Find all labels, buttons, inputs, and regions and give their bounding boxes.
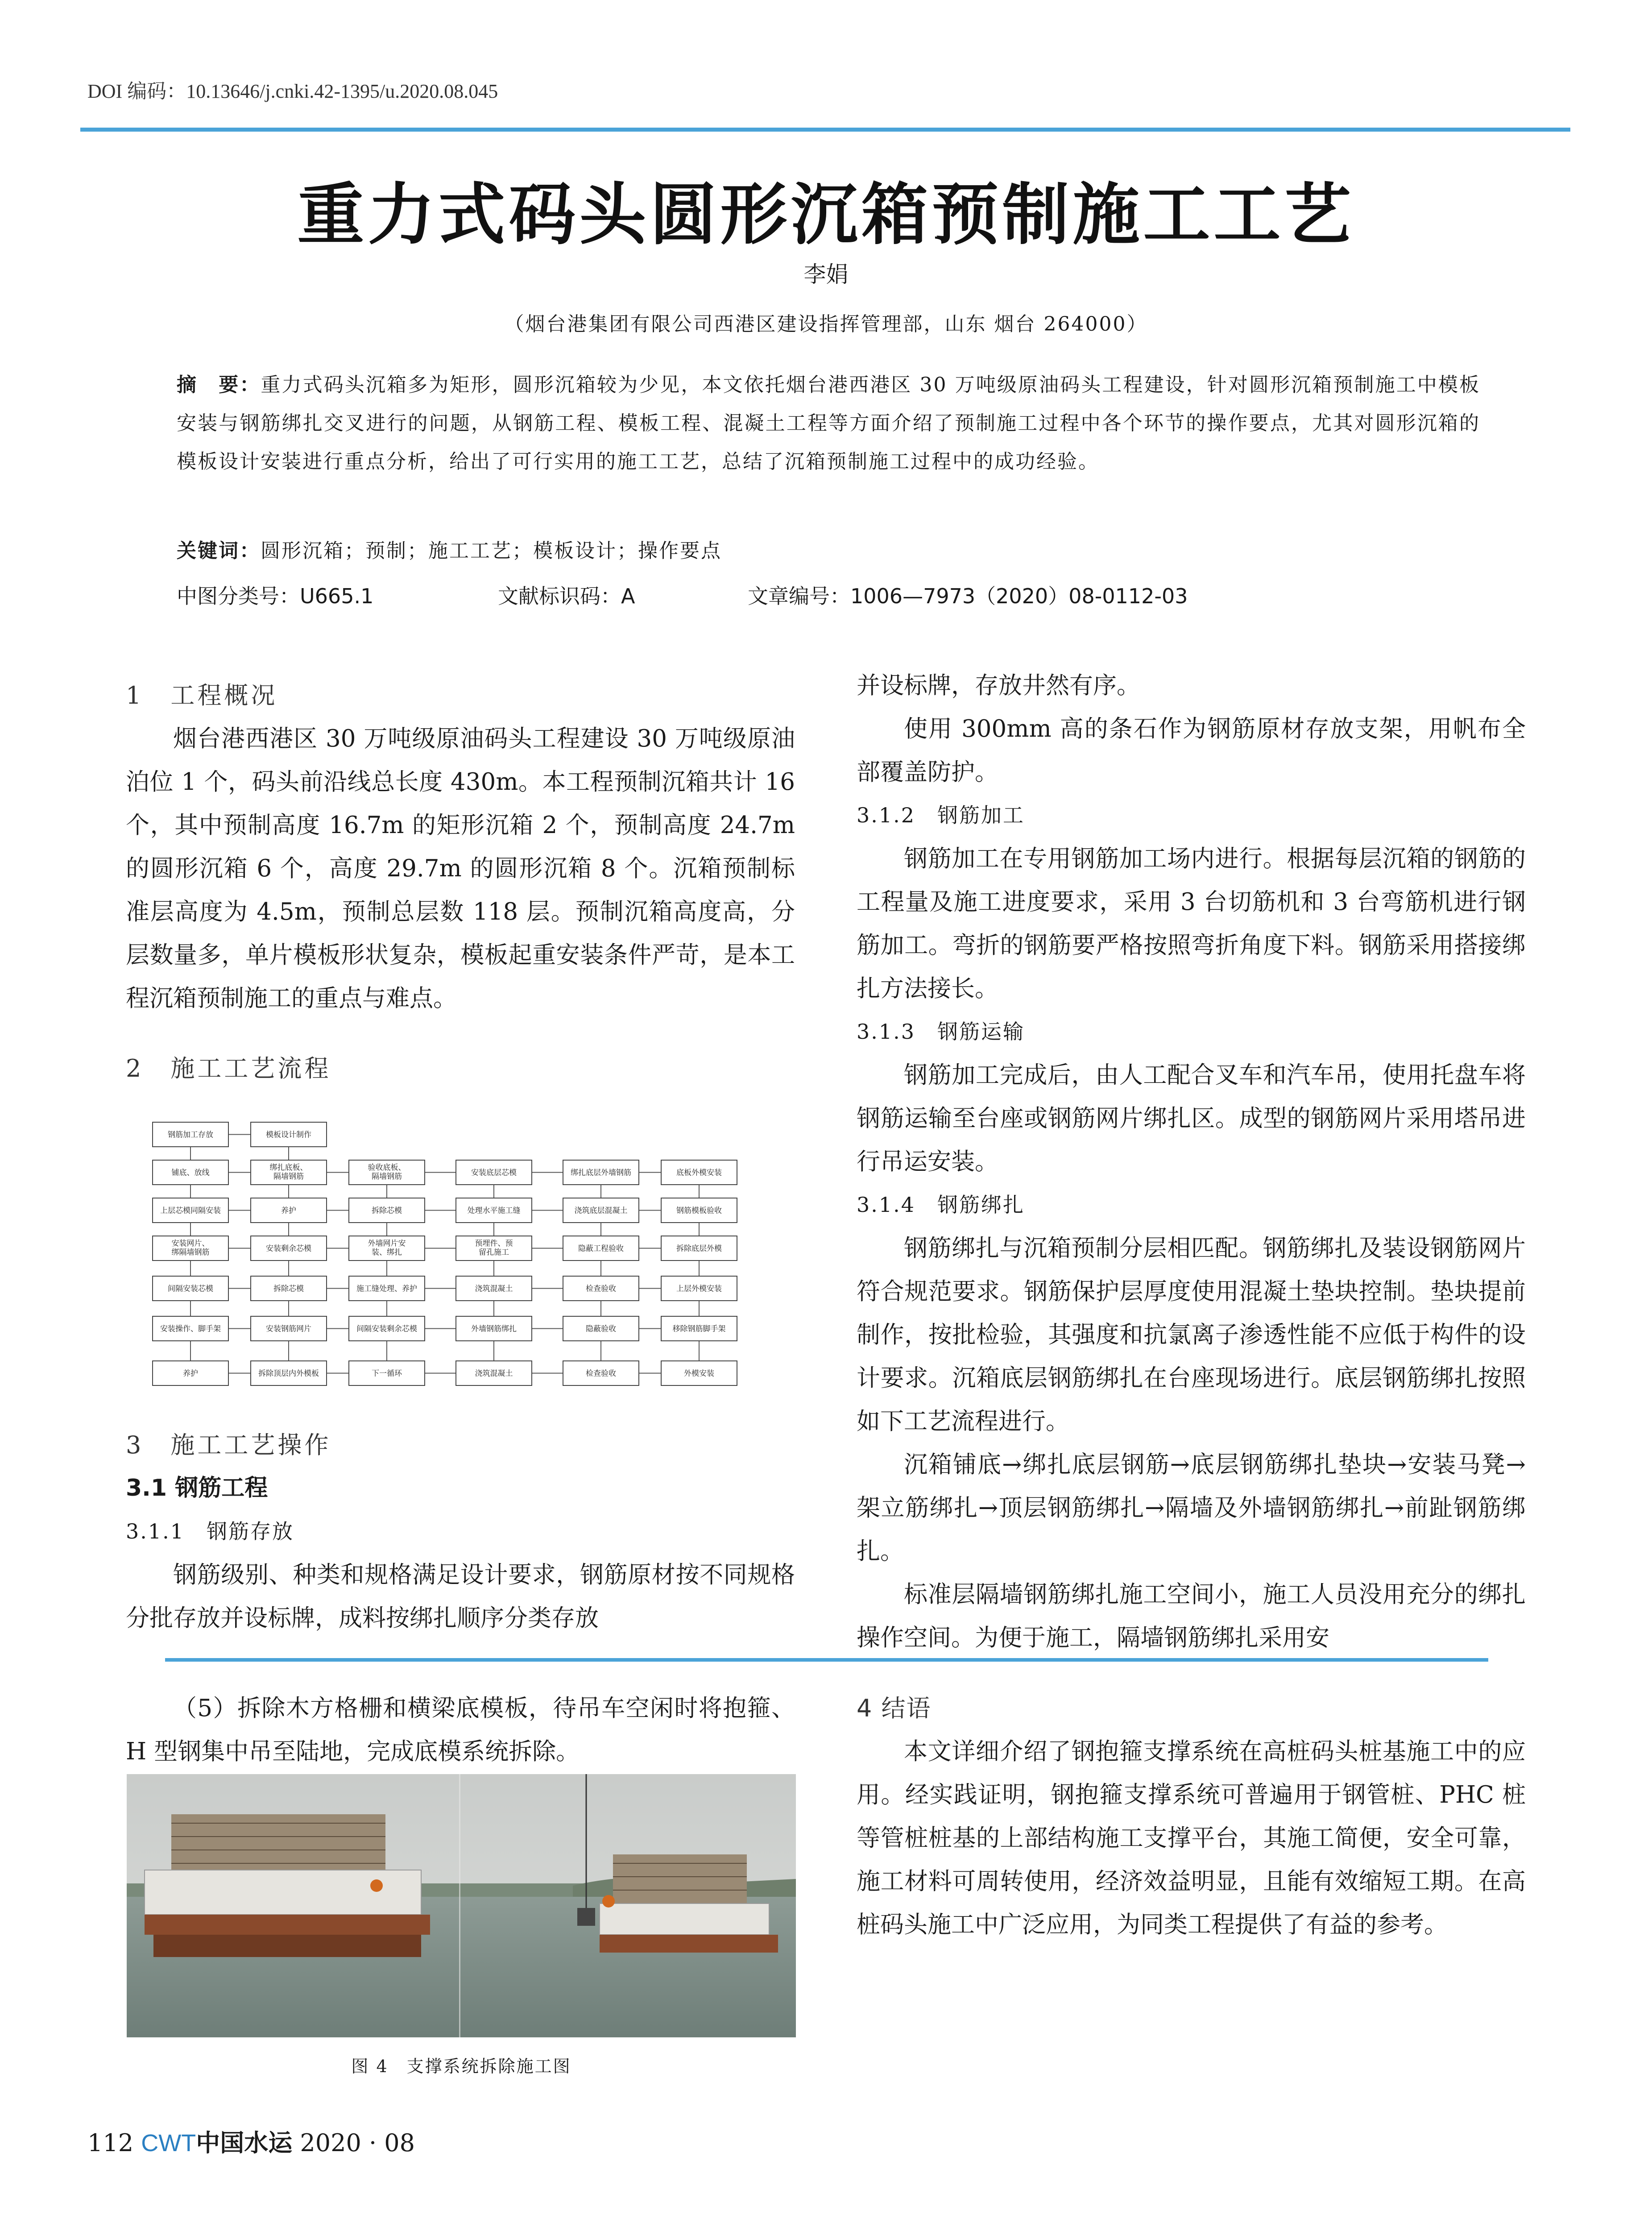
support-removal-photo — [127, 1774, 796, 2037]
header-rule — [80, 128, 1570, 132]
flow-step — [661, 1198, 737, 1223]
flow-step — [563, 1198, 639, 1223]
right-column — [857, 664, 1526, 1659]
flow-step-label: 安装底层芯模 — [471, 1168, 517, 1178]
section-3-1-3-text: 钢筋加工完成后，由人工配合叉车和汽车吊，使用托盘车将钢筋运输至台座或钢筋网片绑扎区。成型的钢筋网片采用塔吊进行吊运安装。 — [857, 1062, 1526, 1175]
flow-step — [251, 1361, 327, 1385]
flow-step-label: 拆除芯模 — [372, 1206, 402, 1215]
flow-step — [153, 1122, 228, 1147]
paragraph-storage-support: 使用 300mm 高的条石作为钢筋原材存放支架，用帆布全部覆盖防护。 — [857, 715, 1526, 786]
flow-step — [153, 1160, 228, 1185]
flow-step-label: 安装操作、脚手架 — [160, 1324, 221, 1334]
flow-step — [456, 1361, 532, 1385]
flow-step — [563, 1316, 639, 1341]
author: 李娟 — [803, 261, 849, 287]
flow-step-label: 处理水平施工缝 — [467, 1206, 521, 1215]
section-3-1-title: 3.1 钢筋工程 — [126, 1475, 268, 1501]
clc-number: 中图分类号：U665.1 — [177, 584, 374, 608]
flow-step-label: 养护 — [281, 1206, 296, 1215]
flow-step — [349, 1198, 425, 1223]
affiliation: （烟台港集团有限公司西港区建设指挥管理部，山东 烟台 264000） — [504, 313, 1148, 336]
doi-line: DOI 编码：10.13646/j.cnki.42-1395/u.2020.08.045 — [87, 80, 498, 102]
flow-step-label: 安装剩余芯模 — [266, 1244, 311, 1253]
flow-step — [661, 1236, 737, 1261]
journal-name: 中国水运 — [196, 2128, 293, 2157]
flow-step-label: 钢筋模板验收 — [676, 1206, 722, 1215]
process-flowchart — [126, 1116, 795, 1410]
section-3-1-4-flow: 沉箱铺底→绑扎底层钢筋→底层钢筋绑扎垫块→安装马凳→架立筋绑扎→顶层钢筋绑扎→隔墙及外墙钢筋绑扎→前趾钢筋绑扎。 — [857, 1451, 1526, 1565]
left-column-lower — [126, 1423, 795, 1640]
section-3-1-2-title: 3.1.2 钢筋加工 — [857, 803, 1025, 827]
section-4-title: 4 结语 — [857, 1694, 932, 1722]
doc-code: 文献标识码：A — [498, 584, 635, 608]
section-3-1-4-text2: 标准层隔墙钢筋绑扎施工空间小，施工人员没用充分的绑扎操作空间。为便于施工，隔墙钢筋绑扎采用安 — [857, 1581, 1526, 1651]
figure-4-caption: 图 4 支撑系统拆除施工图 — [351, 2057, 571, 2076]
section-3-1-2-text: 钢筋加工在专用钢筋加工场内进行。根据每层沉箱的钢筋的工程量及施工进度要求，采用 3 台切筋机和 3 台弯筋机进行钢筋加工。弯折的钢筋要严格按照弯折角度下料。钢筋采用搭接绑扎方法接长。 — [857, 845, 1526, 1002]
divider-rule — [165, 1658, 1488, 1662]
flow-step-label: 拆除顶层内外模板 — [258, 1369, 319, 1378]
flow-step — [456, 1316, 532, 1341]
flow-step — [349, 1316, 425, 1341]
flow-step — [349, 1361, 425, 1385]
flow-step-label: 下一循环 — [372, 1369, 402, 1378]
flow-step — [456, 1198, 532, 1223]
flow-step-label: 浇筑混凝土 — [475, 1284, 513, 1294]
flow-step-label: 预埋件、预留孔施工 — [475, 1239, 513, 1257]
continued-text: 并设标牌，存放井然有序。 — [857, 672, 1140, 699]
flow-step-label: 钢筋加工存放 — [168, 1130, 213, 1140]
flow-step-label: 拆除芯模 — [273, 1284, 304, 1294]
flow-step — [251, 1198, 327, 1223]
flow-step-label: 验收底板、隔墙钢筋 — [368, 1163, 406, 1181]
flow-step — [153, 1198, 228, 1223]
flow-step — [563, 1276, 639, 1301]
flow-step-label: 安装钢筋网片 — [266, 1324, 311, 1334]
flow-step-label: 移除钢筋脚手架 — [672, 1324, 726, 1334]
article-number: 文章编号：1006—7973（2020）08-0112-03 — [748, 584, 1188, 608]
flow-step — [563, 1236, 639, 1261]
section-3-1-4-title: 3.1.4 钢筋绑扎 — [857, 1193, 1025, 1217]
bottom-right-column — [857, 1687, 1526, 1946]
page-footer — [87, 2124, 415, 2158]
flow-step-label: 安装网片、绑隔墙钢筋 — [171, 1239, 210, 1257]
keywords-label: 关键词： — [177, 539, 261, 562]
flow-step-label: 浇筑底层混凝土 — [574, 1206, 628, 1215]
flow-step — [251, 1276, 327, 1301]
section-1-text: 烟台港西港区 30 万吨级原油码头工程建设 30 万吨级原油泊位 1 个，码头前沿线总长度 430m。本工程预制沉箱共计 16 个，其中预制高度 16.7m 的矩形沉箱 2 个，预制高度 24.7m 的圆形沉箱 6 个，高度 29.7m 的圆形沉箱 8 个。沉箱预制标准层高度为 4.5m，预制总层数 118 层。预制沉箱高度高，分层数量多，单片模板形状复杂，模板起重安装条件严苛，是本工程沉箱预制施工的重点与难点。 — [126, 725, 795, 1012]
flow-step-label: 外墙钢筋绑扎 — [471, 1324, 517, 1334]
flow-step — [563, 1160, 639, 1185]
flow-step-label: 间隔安装剩余芯模 — [356, 1324, 417, 1334]
flow-step-label: 上层芯模同隔安装 — [160, 1206, 221, 1215]
section-3-1-3-title: 3.1.3 钢筋运输 — [857, 1020, 1025, 1044]
journal-logo-cwt: CWT — [141, 2130, 196, 2156]
keywords-text: 圆形沉箱；预制；施工工艺；模板设计；操作要点 — [261, 539, 722, 562]
flow-step — [563, 1361, 639, 1385]
flow-step-label: 绑扎底层外墙钢筋 — [571, 1168, 631, 1178]
page-number: 112 — [87, 2129, 134, 2157]
flow-step — [349, 1160, 425, 1185]
flow-step — [349, 1236, 425, 1261]
flow-step — [251, 1160, 327, 1185]
flow-step-label: 施工缝处理、养护 — [356, 1284, 417, 1294]
flow-step-label: 拆除底层外模 — [676, 1244, 722, 1253]
abstract — [177, 366, 1480, 481]
section-3-1-1-title: 3.1.1 钢筋存放 — [126, 1519, 294, 1543]
flow-step — [661, 1160, 737, 1185]
left-column — [126, 669, 795, 1090]
issue-number: 2020 · 08 — [300, 2129, 415, 2157]
flow-step — [661, 1276, 737, 1301]
flow-step — [456, 1276, 532, 1301]
keywords — [177, 535, 722, 563]
section-4-text: 本文详细介绍了钢抱箍支撑系统在高桩码头桩基施工中的应用。经实践证明，钢抱箍支撑系统可普遍用于钢管桩、PHC 桩等管桩桩基的上部结构施工支撑平台，其施工简便，安全可靠，施工材料可周转使用，经济效益明显，且能有效缩短工期。在高桩码头施工中广泛应用，为同类工程提供了有益的参考。 — [857, 1738, 1526, 1938]
section-3-1-4-text: 钢筋绑扎与沉箱预制分层相匹配。钢筋绑扎及装设钢筋网片符合规范要求。钢筋保护层厚度使用混凝土垫块控制。垫块提前制作，按批检验，其强度和抗氯离子渗透性能不应低于构件的设计要求。沉箱底层钢筋绑扎在台座现场进行。底层钢筋绑扎按照如下工艺流程进行。 — [857, 1235, 1526, 1435]
abstract-text: 重力式码头沉箱多为矩形，圆形沉箱较为少见，本文依托烟台港西港区 30 万吨级原油码头工程建设，针对圆形沉箱预制施工中模板安装与钢筋绑扎交叉进行的问题，从钢筋工程、模板工程、混凝土工程等方面介绍了预制施工过程中各个环节的操作要点，尤其对圆形沉箱的模板设计安装进行重点分析，给出了可行实用的施工工艺，总结了沉箱预制施工过程中的成功经验。 — [177, 373, 1480, 473]
section-1-title: 1 工程概况 — [126, 681, 278, 709]
flow-step — [661, 1361, 737, 1385]
flow-step — [251, 1122, 327, 1147]
flow-step — [456, 1160, 532, 1185]
flow-step-label: 上层外模安装 — [676, 1284, 722, 1294]
bottom-left-column — [126, 1687, 795, 1773]
flow-step-label: 浇筑混凝土 — [475, 1369, 513, 1378]
flow-step-label: 外墙网片安装、绑扎 — [368, 1239, 406, 1257]
flow-step — [153, 1276, 228, 1301]
flow-step — [349, 1276, 425, 1301]
section-2-title: 2 施工工艺流程 — [126, 1054, 331, 1082]
flow-step-label: 隐蔽验收 — [586, 1324, 616, 1334]
abstract-label: 摘 要： — [177, 373, 261, 396]
flow-step-label: 模板设计制作 — [266, 1130, 311, 1140]
flow-step-label: 检查验收 — [586, 1369, 616, 1378]
flow-step — [153, 1361, 228, 1385]
flow-step — [456, 1236, 532, 1261]
flow-step-label: 绑扎底板、隔墙钢筋 — [269, 1163, 308, 1181]
flow-step-label: 隐蔽工程验收 — [578, 1244, 624, 1253]
flow-step — [153, 1316, 228, 1341]
flow-step-label: 间隔安装芯模 — [168, 1284, 213, 1294]
flow-step — [153, 1236, 228, 1261]
flow-step-label: 外模安装 — [684, 1369, 714, 1378]
flow-step — [661, 1316, 737, 1341]
flow-step-label: 养护 — [183, 1369, 198, 1378]
flow-step-label: 检查验收 — [586, 1284, 616, 1294]
flow-step-label: 铺底、放线 — [171, 1168, 210, 1178]
section-3-title: 3 施工工艺操作 — [126, 1431, 331, 1459]
flow-step-label: 底板外模安装 — [676, 1168, 722, 1178]
flow-step — [251, 1236, 327, 1261]
section-3-1-1-text: 钢筋级别、种类和规格满足设计要求，钢筋原材按不同规格分批存放并设标牌，成料按绑扎顺序分类存放 — [126, 1561, 795, 1632]
paper-title: 重力式码头圆形沉箱预制施工工艺 — [297, 175, 1355, 254]
flow-step — [251, 1316, 327, 1341]
step-5-text: （5）拆除木方格栅和横梁底模板，待吊车空闲时将抱箍、H 型钢集中吊至陆地，完成底模系统拆除。 — [126, 1695, 795, 1765]
